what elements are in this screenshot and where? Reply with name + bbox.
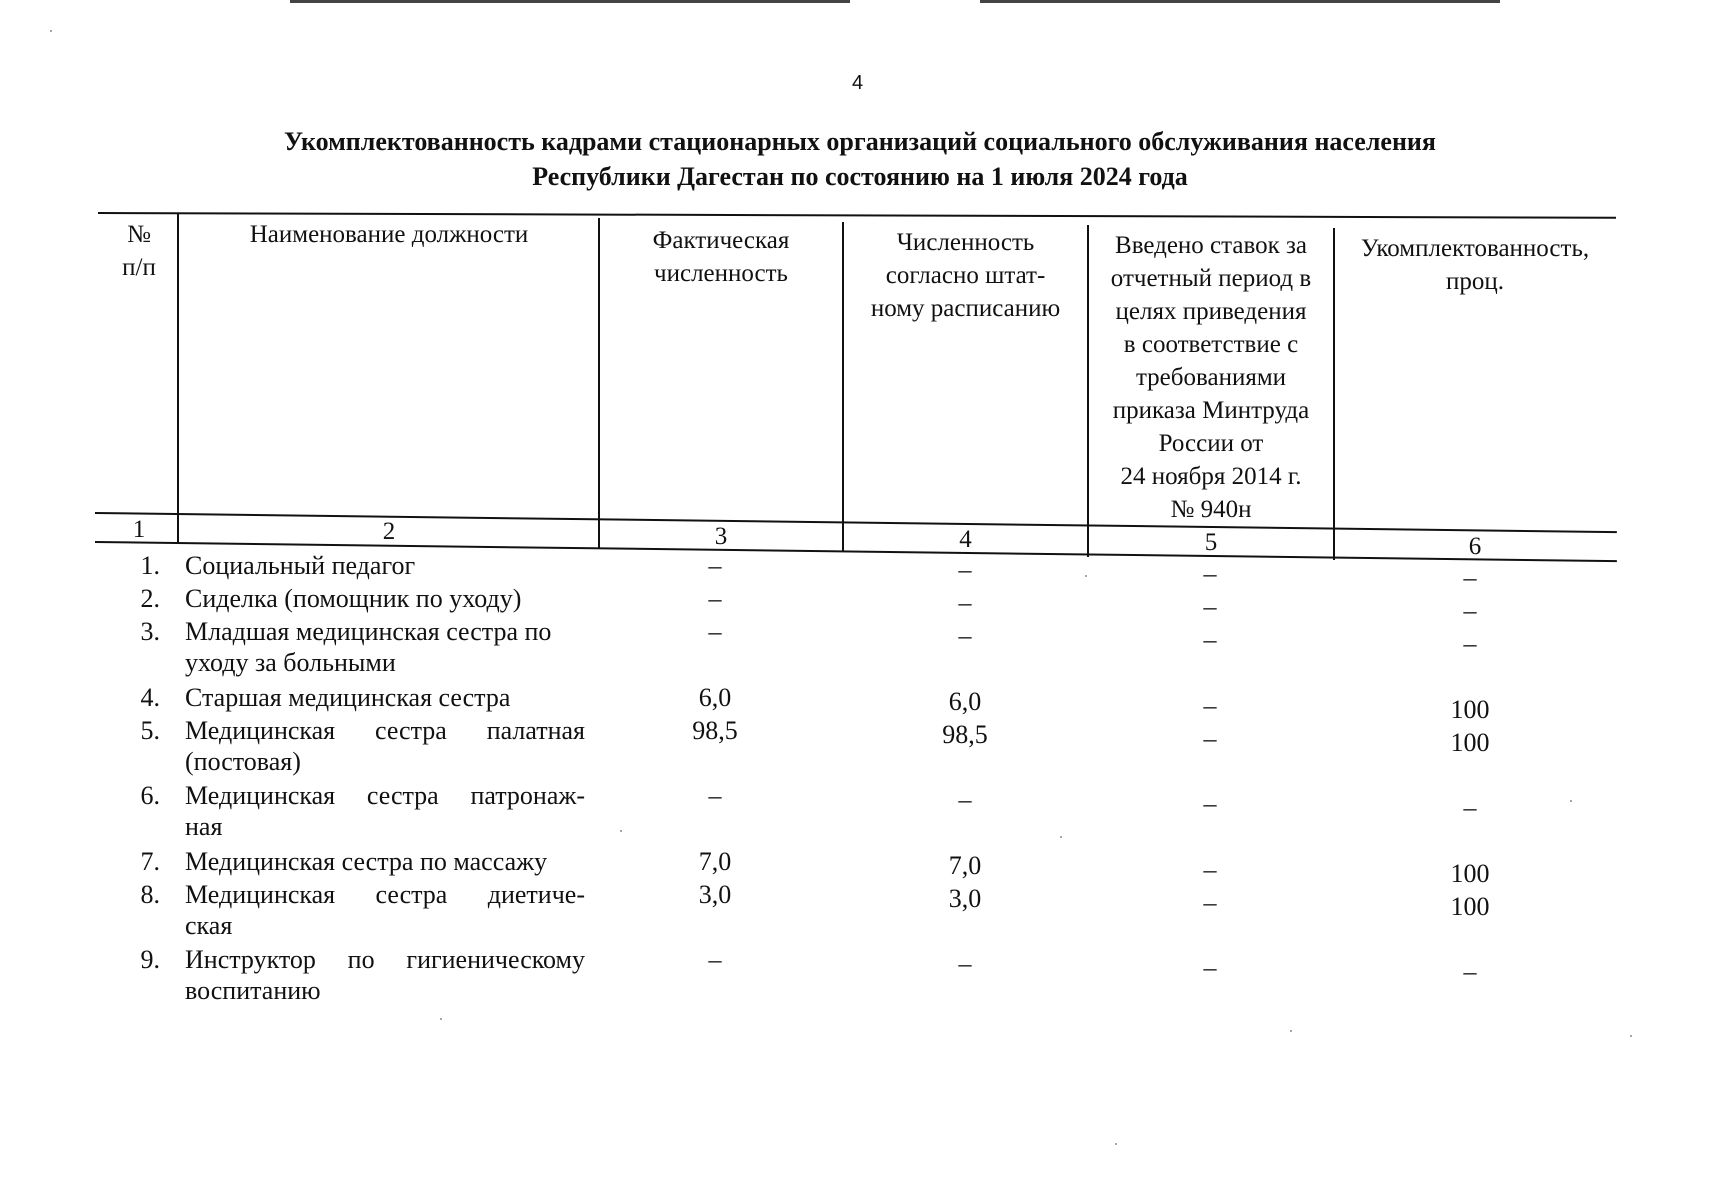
column-number: 6 bbox=[1468, 533, 1482, 560]
header-line: России от bbox=[1158, 430, 1264, 457]
header-line: Фактическая bbox=[652, 227, 790, 254]
staff-count: – bbox=[958, 588, 972, 617]
header-line: в соответствие с bbox=[1123, 331, 1299, 358]
row-number: 4. bbox=[140, 683, 160, 712]
completeness-percent: – bbox=[1463, 596, 1477, 625]
position-name-line: воспитанию bbox=[185, 976, 321, 1005]
scan-speck bbox=[1085, 575, 1087, 577]
introduced-rates: – bbox=[1203, 592, 1217, 621]
header-position-name: Наименование должности bbox=[249, 221, 529, 248]
introduced-rates: – bbox=[1203, 789, 1217, 818]
header-line: требованиями bbox=[1135, 364, 1287, 391]
row-number: 8. bbox=[140, 880, 160, 909]
actual-count: 6,0 bbox=[698, 683, 732, 712]
position-name bbox=[185, 879, 585, 941]
header-staff-count bbox=[844, 226, 1087, 325]
completeness-percent: – bbox=[1463, 563, 1477, 592]
header-line: целях приведения bbox=[1115, 298, 1307, 325]
header-num-line: п/п bbox=[122, 254, 156, 281]
row-number: 2. bbox=[140, 584, 160, 613]
column-number: 3 bbox=[714, 523, 728, 550]
header-line: № 940н bbox=[1170, 496, 1252, 523]
scan-speck bbox=[1115, 1143, 1117, 1145]
staff-count: 98,5 bbox=[942, 720, 988, 749]
row-number: 6. bbox=[140, 781, 160, 810]
scan-speck bbox=[1570, 800, 1572, 802]
position-name-line: Медицинская сестра патронаж- bbox=[185, 781, 585, 810]
staff-count: – bbox=[958, 555, 972, 584]
position-name-line: Медицинская сестра палатная bbox=[185, 716, 585, 745]
staff-count: – bbox=[958, 785, 972, 814]
scan-speck bbox=[1630, 1035, 1632, 1037]
document-title-line-2: Республики Дагестан по состоянию на 1 июля 2024 года bbox=[532, 162, 1188, 191]
position-name-line: (постовая) bbox=[185, 747, 301, 776]
position-name bbox=[185, 715, 585, 777]
column-number: 5 bbox=[1204, 529, 1218, 556]
column-number: 4 bbox=[959, 526, 972, 553]
scan-edge-shadow bbox=[290, 0, 850, 3]
actual-count: – bbox=[708, 617, 722, 646]
header-completeness bbox=[1335, 232, 1615, 298]
staff-count: – bbox=[958, 949, 972, 978]
position-name-line: Медицинская сестра по массажу bbox=[185, 847, 548, 876]
position-name bbox=[185, 550, 585, 581]
position-name bbox=[185, 780, 585, 842]
document-title-line-1: Укомплектованность кадрами стационарных организаций социального обслуживания населения bbox=[284, 127, 1436, 156]
position-name bbox=[185, 846, 585, 877]
position-name-line: Инструктор по гигиеническому bbox=[185, 945, 585, 974]
header-line: приказа Минтруда bbox=[1112, 397, 1310, 424]
header-line: 24 ноября 2014 г. bbox=[1120, 463, 1302, 490]
header-line: ному расписанию bbox=[870, 295, 1061, 322]
header-line: Укомплектованность, bbox=[1360, 235, 1590, 262]
header-line: Введено ставок за bbox=[1115, 232, 1307, 259]
scan-speck bbox=[1290, 1030, 1292, 1032]
row-number: 3. bbox=[140, 617, 160, 646]
row-number: 9. bbox=[140, 945, 160, 974]
position-name-line: ская bbox=[185, 911, 233, 940]
position-name-line: Социальный педагог bbox=[185, 551, 416, 580]
scan-speck bbox=[440, 1018, 442, 1020]
actual-count: – bbox=[708, 551, 722, 580]
position-name-line: Старшая медицинская сестра bbox=[185, 683, 511, 712]
header-introduced-rates bbox=[1089, 229, 1333, 526]
completeness-percent: 100 bbox=[1450, 695, 1490, 724]
position-name-line: Младшая медицинская сестра по bbox=[185, 617, 552, 646]
position-name bbox=[185, 583, 585, 614]
actual-count: 7,0 bbox=[698, 847, 732, 876]
introduced-rates: – bbox=[1203, 691, 1217, 720]
row-number: 5. bbox=[140, 716, 160, 745]
completeness-percent: – bbox=[1463, 629, 1477, 658]
header-line: Численность bbox=[896, 229, 1035, 256]
completeness-percent: – bbox=[1463, 793, 1477, 822]
header-line: отчетный период в bbox=[1110, 265, 1312, 292]
actual-count: – bbox=[708, 584, 722, 613]
position-name bbox=[185, 944, 585, 1006]
position-name-line: Сиделка (помощник по уходу) bbox=[185, 584, 522, 613]
row-number: 1. bbox=[140, 551, 160, 580]
staff-count: 3,0 bbox=[948, 884, 982, 913]
completeness-percent: – bbox=[1463, 957, 1477, 986]
introduced-rates: – bbox=[1203, 855, 1217, 884]
position-name bbox=[185, 682, 585, 713]
actual-count: – bbox=[708, 945, 722, 974]
introduced-rates: – bbox=[1203, 888, 1217, 917]
staff-count: 6,0 bbox=[948, 687, 982, 716]
position-name bbox=[185, 616, 585, 678]
position-name-line: Медицинская сестра диетиче- bbox=[185, 880, 585, 909]
header-num-line: № bbox=[127, 221, 151, 248]
header-line: согласно штат- bbox=[885, 262, 1046, 289]
scan-speck bbox=[620, 830, 622, 832]
page-number: 4 bbox=[852, 72, 864, 94]
column-number: 1 bbox=[132, 516, 146, 543]
completeness-percent: 100 bbox=[1450, 859, 1490, 888]
column-number: 2 bbox=[382, 518, 396, 545]
header-num bbox=[100, 218, 178, 284]
header-line: проц. bbox=[1445, 268, 1504, 295]
actual-count: 98,5 bbox=[692, 716, 738, 745]
header-line: численность bbox=[654, 260, 788, 287]
completeness-percent: 100 bbox=[1450, 892, 1490, 921]
introduced-rates: – bbox=[1203, 559, 1217, 588]
staff-count: 7,0 bbox=[948, 851, 982, 880]
scan-speck bbox=[50, 30, 52, 32]
actual-count: 3,0 bbox=[698, 880, 732, 909]
scan-edge-shadow bbox=[980, 0, 1500, 3]
position-name-line: уходу за больными bbox=[185, 648, 396, 677]
staff-count: – bbox=[958, 621, 972, 650]
actual-count: – bbox=[708, 781, 722, 810]
completeness-percent: 100 bbox=[1450, 728, 1490, 757]
introduced-rates: – bbox=[1203, 953, 1217, 982]
scan-speck bbox=[1060, 836, 1062, 838]
header-actual-count bbox=[600, 224, 842, 290]
introduced-rates: – bbox=[1203, 625, 1217, 654]
introduced-rates: – bbox=[1203, 724, 1217, 753]
row-number: 7. bbox=[140, 847, 160, 876]
position-name-line: ная bbox=[185, 812, 223, 841]
